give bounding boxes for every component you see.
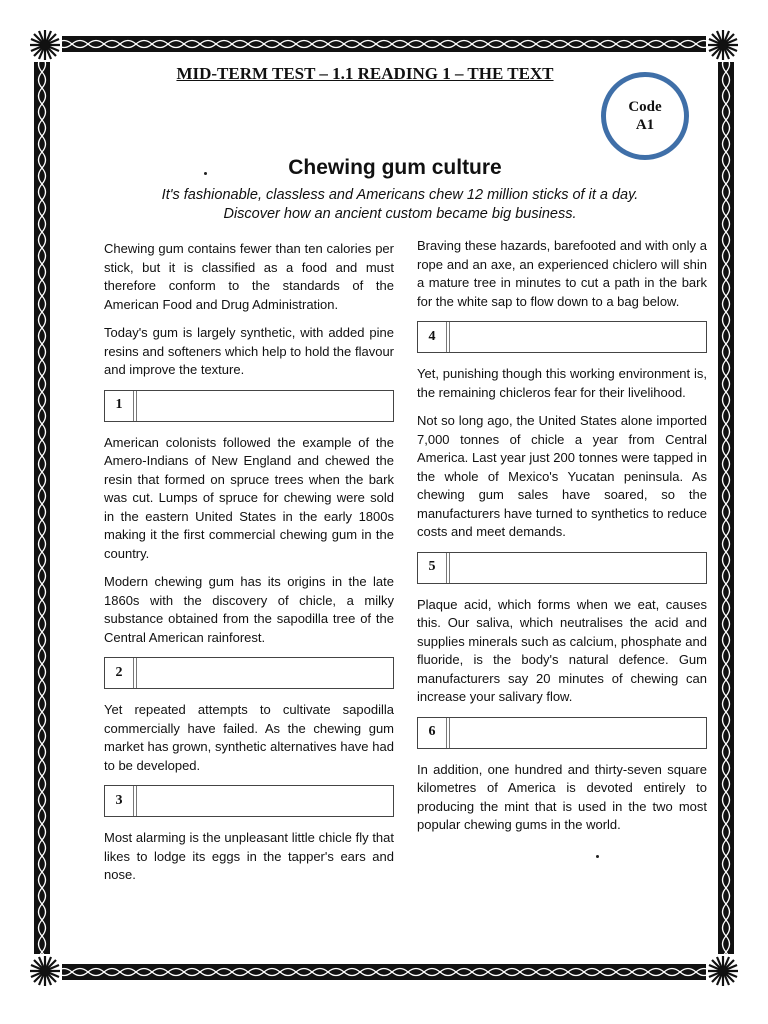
gap-number: 5 <box>418 553 450 583</box>
subtitle-line-1: It's fashionable, classless and Americans chew 12 million sticks of it a day. <box>161 187 639 203</box>
gap-box-3[interactable] <box>104 785 394 817</box>
paragraph: Chewing gum contains fewer than ten calories per stick, but it is classified as a food and must therefore conform to the standards of the American Food and Drug Administration. <box>104 241 394 312</box>
subtitle-line-2: Discover how an ancient custom became big business. <box>223 206 577 222</box>
corner-ornament-bottom-left <box>28 954 62 988</box>
paragraph: Not so long ago, the United States alone imported 7,000 tonnes of chicle a year from Central America. Last year just 200 tonnes were tapped in the whole of Mexico's Yucatan peninsula. As chewing gum sales have soared, so the manufacturers have turned to synthetics to reduce costs and meet demands. <box>417 413 707 539</box>
paragraph: Modern chewing gum has its origins in the late 1860s with the discovery of chicle, a milky substance obtained from the sapodilla tree of the Central American rainforest. <box>104 574 394 645</box>
paragraph: Today's gum is largely synthetic, with added pine resins and softeners which help to hold the flavour and improve the texture. <box>104 325 394 377</box>
corner-ornament-top-right <box>706 28 740 62</box>
article-subtitle <box>120 186 680 224</box>
gap-number: 6 <box>418 718 450 748</box>
gap-answer-area[interactable] <box>450 718 706 748</box>
paragraph: Yet, punishing though this working environment is, the remaining chicleros fear for their livelihood. <box>417 366 707 400</box>
gap-answer-area[interactable] <box>450 553 706 583</box>
test-title: MID-TERM TEST – 1.1 READING 1 – THE TEXT <box>176 64 554 83</box>
gap-box-4[interactable] <box>417 321 707 353</box>
paragraph: In addition, one hundred and thirty-seven square kilometres of America is devoted entirely to producing the mint that is used in the two most popular chewing gums in the world. <box>417 761 707 832</box>
paragraph: Most alarming is the unpleasant little chicle fly that likes to lodge its eggs in the tapper's ears and nose. <box>104 830 394 882</box>
right-column <box>417 237 707 845</box>
paragraph: Braving these hazards, barefooted and with only a rope and an axe, an experienced chiclero will shin a mature tree in minutes to cut a path in the bark for the white sap to flow down to a bag below. <box>417 238 707 309</box>
gap-number: 1 <box>105 391 137 421</box>
paragraph: Yet repeated attempts to cultivate sapodilla commercially have failed. As the chewing gum market has grown, synthetic alternatives have had to be developed. <box>104 702 394 773</box>
paragraph: American colonists followed the example of the Amero-Indians of New England and chewed the resin that formed on spruce trees when the bark was cut. Lumps of spruce for chewing were sold in the eastern United States in the early 1800s making it the first commercial chewing gum in the country. <box>104 434 394 561</box>
gap-answer-area[interactable] <box>137 658 393 688</box>
corner-ornament-bottom-right <box>706 954 740 988</box>
border-bottom <box>40 964 728 980</box>
gap-box-6[interactable] <box>417 717 707 749</box>
gap-number: 4 <box>418 322 450 352</box>
gap-number: 2 <box>105 658 137 688</box>
gap-answer-area[interactable] <box>137 786 393 816</box>
gap-number: 3 <box>105 786 137 816</box>
gap-box-1[interactable] <box>104 390 394 422</box>
border-right <box>718 40 734 984</box>
left-column <box>104 240 394 895</box>
gap-box-5[interactable] <box>417 552 707 584</box>
corner-ornament-top-left <box>28 28 62 62</box>
code-label: Code <box>628 99 662 115</box>
gap-answer-area[interactable] <box>137 391 393 421</box>
stray-mark <box>596 855 599 858</box>
gap-box-2[interactable] <box>104 657 394 689</box>
code-value: A1 <box>635 117 655 133</box>
gap-answer-area[interactable] <box>450 322 706 352</box>
article-title: Chewing gum culture <box>288 156 502 179</box>
border-top <box>40 36 728 52</box>
code-badge <box>601 72 689 160</box>
paragraph: Plaque acid, which forms when we eat, causes this. Our saliva, which neutralises the acid and supplies minerals such as calcium, phosphate and fluoride, is the body's natural defence. Gum manufacturers say 20 minutes of chewing can increase your salivary flow. <box>417 596 707 704</box>
border-left <box>34 40 50 984</box>
